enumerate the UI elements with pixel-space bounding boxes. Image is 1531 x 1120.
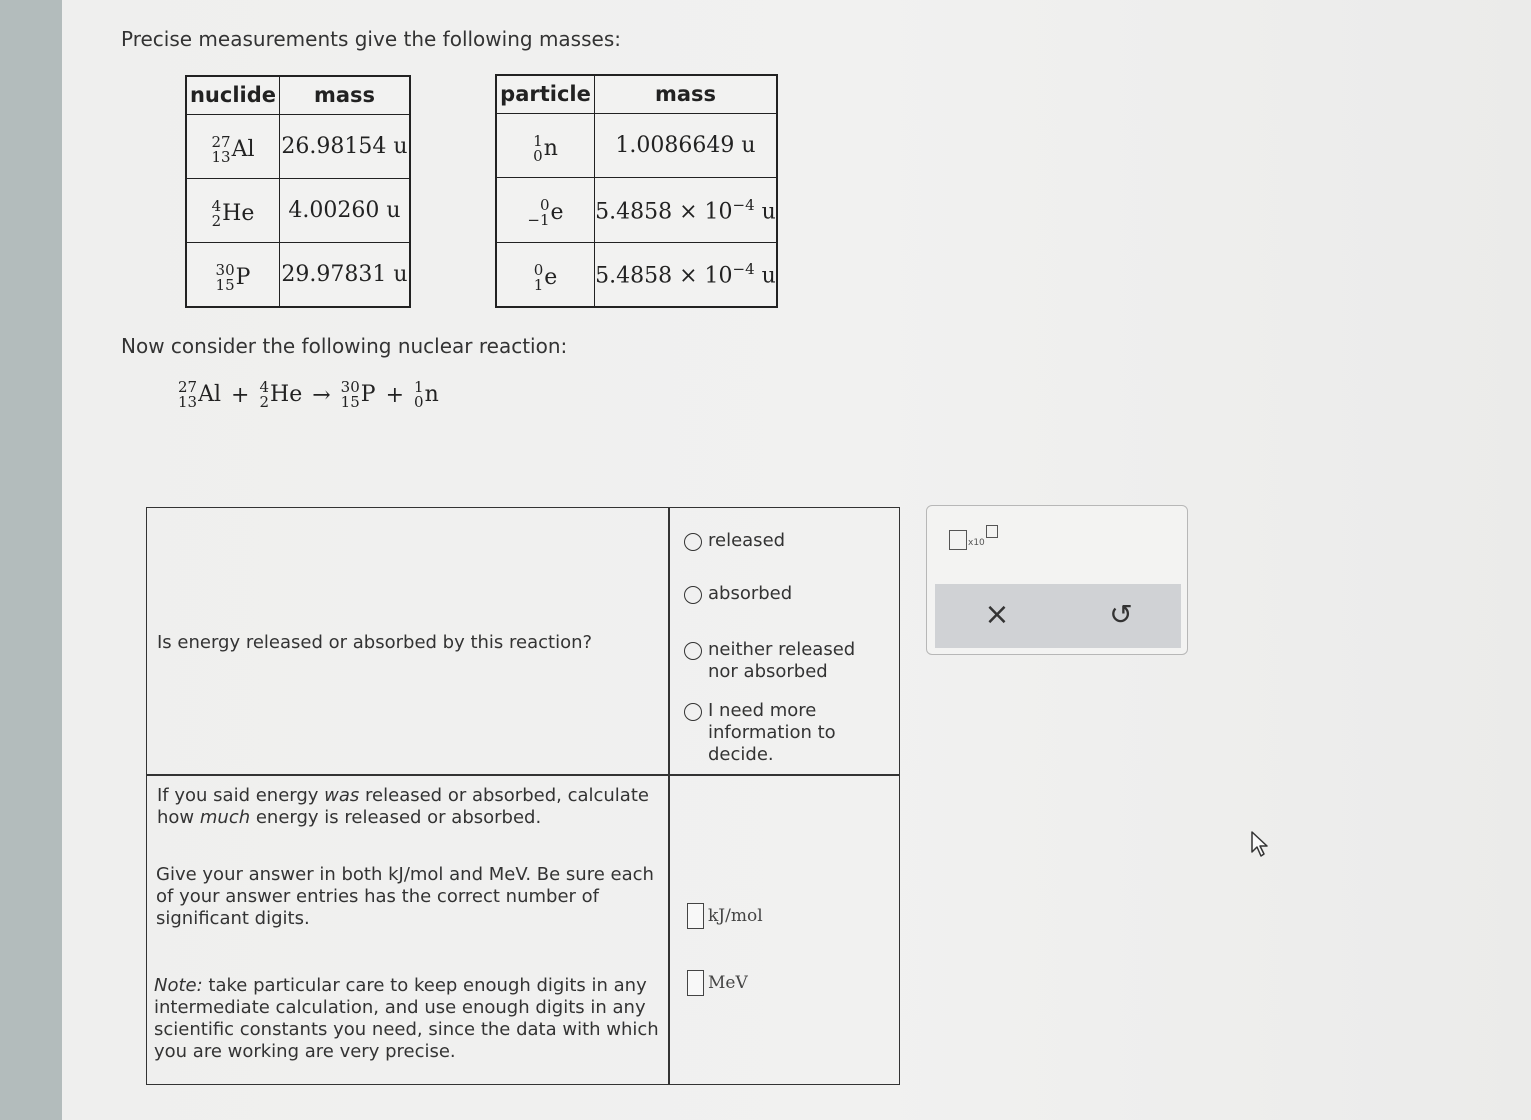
reaction-intro: Now consider the following nuclear reaction: <box>121 334 568 358</box>
plus-sign: + <box>231 382 250 408</box>
mass-header: mass <box>280 76 411 114</box>
sci-notation-icon[interactable]: x10 <box>949 530 998 550</box>
radio-icon <box>684 586 702 604</box>
reactant-al: 27 13 Al <box>178 378 222 411</box>
option-absorbed[interactable]: absorbed <box>684 583 792 605</box>
screen-bezel <box>0 0 62 1120</box>
option-neither[interactable]: neither released nor absorbed <box>684 639 855 683</box>
table-row <box>496 242 777 307</box>
reactant-he: 4 2 He <box>259 378 303 411</box>
mev-input[interactable] <box>687 970 704 996</box>
answer-kj-mol <box>687 903 763 929</box>
product-p: 30 15 P <box>340 378 376 411</box>
radio-icon <box>684 703 702 721</box>
plus-sign: + <box>385 382 405 408</box>
mass-header: mass <box>595 75 778 113</box>
particle-symbol: 1 0 n <box>533 132 558 165</box>
undo-button[interactable] <box>1101 594 1141 634</box>
mass-value: 26.98154 u <box>280 114 411 178</box>
question-table <box>146 507 900 1085</box>
mass-value: 4.00260 u <box>280 178 411 242</box>
row-divider <box>147 774 899 776</box>
table-row <box>496 113 777 177</box>
particle-table <box>495 74 778 308</box>
radio-icon <box>684 533 702 551</box>
nuclide-table <box>185 75 411 308</box>
answer-mev <box>687 970 748 996</box>
kj-mol-unit: kJ/mol <box>708 906 763 926</box>
close-icon: × <box>984 596 1010 632</box>
particle-header: particle <box>496 75 595 113</box>
particle-symbol: 0 −1 e <box>527 196 564 230</box>
mass-value: $5.4858 \times 10^{-4}$ u <box>595 242 778 307</box>
mev-unit: MeV <box>708 973 748 993</box>
clear-button[interactable] <box>977 594 1017 634</box>
palette-action-bar <box>935 584 1181 648</box>
option-need-more-info[interactable]: I need more information to decide. <box>684 700 836 766</box>
option-released[interactable]: released <box>684 530 785 552</box>
instructions-text: Give your answer in both kJ/mol and MeV. Be sure each of your answer entries has the correct number of significant digits. <box>156 864 654 929</box>
table-row <box>186 114 410 178</box>
table-row <box>186 242 410 307</box>
reaction-arrow: → <box>312 382 331 408</box>
undo-icon: ↺ <box>1109 597 1133 631</box>
nuclide-symbol: 30 15 P <box>215 260 251 294</box>
table-row <box>496 178 777 242</box>
intro-text: Precise measurements give the following masses: <box>121 27 621 51</box>
tool-palette <box>926 505 1188 655</box>
mass-value: 29.97831 u <box>280 242 411 307</box>
radio-icon <box>684 642 702 660</box>
kj-mol-input[interactable] <box>687 903 704 929</box>
table-row <box>186 178 410 242</box>
mouse-cursor-icon <box>1250 830 1270 862</box>
note-text: Note: take particular care to keep enough digits in any intermediate calculation, and use enough digits in any scientific constants you need, since the data with which you are working are very precise. <box>154 975 659 1062</box>
question-energy-amount: If you said energy was released or absorbed, calculate how much energy is released or absorbed. <box>157 785 649 828</box>
product-n: 1 0 n <box>414 378 439 411</box>
mass-value: $5.4858 \times 10^{-4}$ u <box>595 178 778 242</box>
nuclide-symbol: 27 13 Al <box>211 132 255 166</box>
particle-symbol: 0 1 e <box>533 260 558 294</box>
nuclide-header: nuclide <box>186 76 280 114</box>
question-energy-direction: Is energy released or absorbed by this reaction? <box>157 632 593 653</box>
reaction-equation <box>178 380 439 410</box>
nuclide-symbol: 4 2 He <box>211 196 255 230</box>
mass-value: 1.0086649 u <box>595 113 778 177</box>
column-divider <box>668 508 670 1084</box>
